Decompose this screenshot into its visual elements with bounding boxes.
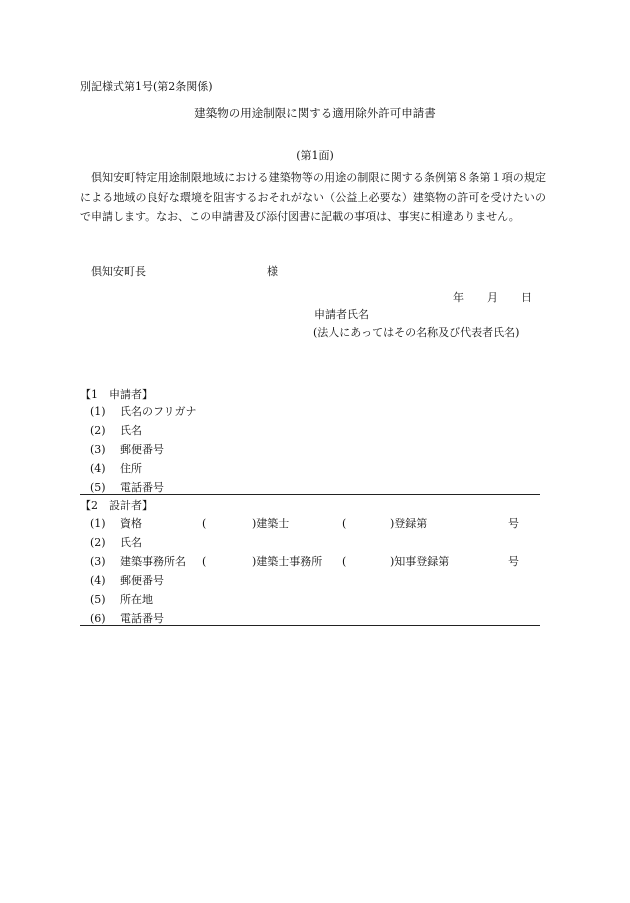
number-suffix: 号 [508,517,519,530]
number-suffix: 号 [508,555,519,568]
section-divider [80,625,540,626]
form-id-label: 別記様式第1号(第2条関係) [80,80,213,93]
row-number: (2) [90,536,106,549]
office-class-label: )建築士事務所 [252,555,323,568]
section1-heading: 【1 申請者】 [80,388,153,401]
section2-row-office-name[interactable] [90,554,530,570]
architect-class-label: )建築士 [252,517,290,530]
row-number: (4) [90,462,106,475]
section2-heading: 【2 設計者】 [80,499,153,512]
open-paren: ( [202,517,207,530]
section2-row-qualification[interactable] [90,516,530,532]
row-label: 資格 [120,517,142,530]
row-label: 電話番号 [120,481,164,494]
row-label: 氏名 [120,424,142,437]
row-label: 所在地 [120,593,153,606]
date-month-field[interactable]: 月 [487,291,498,304]
row-label: 建築事務所名 [120,555,186,568]
row-label: 郵便番号 [120,574,164,587]
row-number: (4) [90,574,106,587]
form-title: 建築物の用途制限に関する適用除外許可申請書 [194,106,436,120]
date-day-field[interactable]: 日 [521,291,532,304]
declaration-paragraph: 倶知安町特定用途制限地域における建築物等の用途の制限に関する条例第８条第１項の規定による地域の良好な環境を阻害するおそれがない（公益上必要な）建築物の許可を受けたいので申請します。なお、この申請書及び添付図書に記載の事項は、事実に相違ありません。 [80,171,546,223]
section-divider [80,494,540,495]
honorific: 様 [267,265,278,278]
open-paren: ( [342,555,347,568]
row-number: (1) [90,517,106,530]
row-number: (6) [90,612,106,625]
applicant-name-label: 申請者氏名 [314,308,369,321]
row-number: (2) [90,424,106,437]
row-label: 住所 [120,462,142,475]
row-label: 郵便番号 [120,443,164,456]
row-label: 電話番号 [120,612,164,625]
row-number: (5) [90,481,106,494]
row-label: 氏名 [120,536,142,549]
row-number: (3) [90,443,106,456]
row-number: (1) [90,405,106,418]
open-paren: ( [202,555,207,568]
date-year-field[interactable]: 年 [453,291,464,304]
row-number: (5) [90,593,106,606]
registration-label: )登録第 [390,517,428,530]
page-label: (第1面) [296,149,334,162]
row-number: (3) [90,555,106,568]
row-label: 氏名のフリガナ [120,405,197,418]
addressee: 倶知安町長 [91,265,146,278]
open-paren: ( [342,517,347,530]
governor-registration-label: )知事登録第 [390,555,450,568]
applicant-name-note: (法人にあってはその名称及び代表者氏名) [313,326,520,339]
